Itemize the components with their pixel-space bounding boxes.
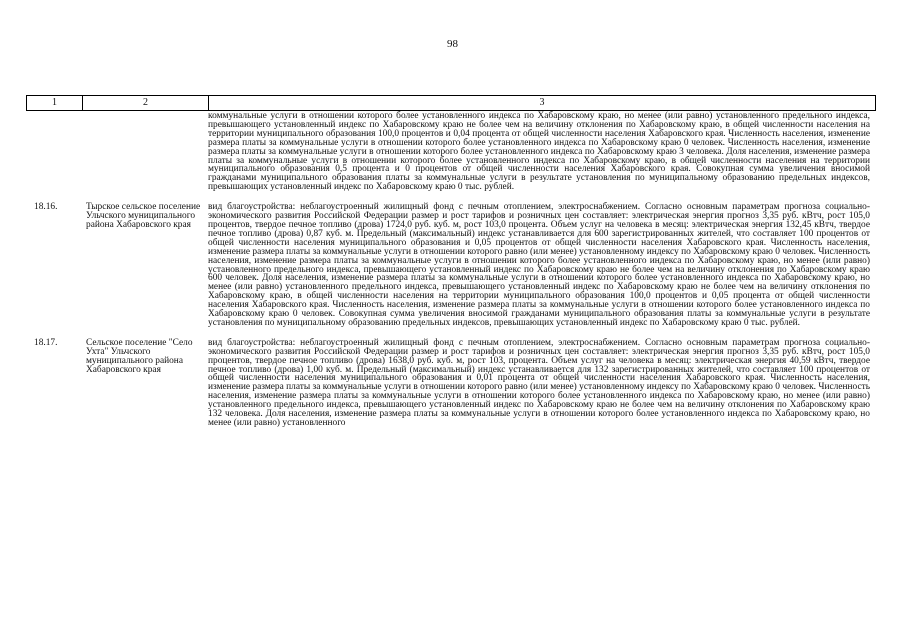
page-number: 98	[447, 38, 458, 50]
row-description: коммунальные услуги в отношении которого более установленного индекса по Хабаровскому краю, но менее (или равно) установленного предельного индекса, превышающего установленный индекс по Хабаровскому краю не более чем на величину отклонения по Хабаровскому краю, в общей численности населения на территории муниципального образования 100,0 процентов и 0,04 процента от общей численности населения Хабаровского края. Численность населения, изменение размера платы за коммунальные услуги в отношении которого более установленного индекса по Хабаровскому краю 0 человек. Численность населения, изменение размера платы за коммунальные услуги в отношении которого более установленного индекса по Хабаровскому краю 3 человека. Доля населения, изменение размера платы за коммунальные услуги в отношении которого более установленного индекса по Хабаровскому краю, в общей численности населения на территории муниципального образования 0,5 процента и 0 процентов от общей численности населения Хабаровского края. Совокупная сумма увеличения вносимой гражданами муниципального образования платы за коммунальные услуги в результате установления по муниципальному образованию предельных индексов, превышающих установленный индекс по Хабаровскому краю 0 тыс. рублей.	[208, 111, 870, 193]
data-table	[26, 95, 876, 428]
header-col-3: 3	[208, 96, 876, 110]
municipality-name: Тырское сельское поселение Ульчского муниципального района Хабаровского края	[86, 202, 201, 230]
row-number: 18.17.	[34, 337, 58, 348]
table-row-18-16	[26, 203, 876, 328]
municipality-name: Сельское поселение "Село Ухта" Ульчского муниципального района Хабаровского края	[86, 337, 193, 375]
table-header	[26, 95, 876, 111]
row-number: 18.16.	[34, 202, 58, 213]
row-description: вид благоустройства: неблагоустроенный жилищный фонд с печным отоплением, электроснабжением. Согласно основным параметрам прогноза социально-экономического развития Российской Федерации размер и рост тарифов и розничных цен составляет: электрическая энергия прогноз 3,35 руб. кВтч, рост 105,0 процентов, твердое печное топливо (дрова) 1638,0 руб. куб. м, рост 103, процента. Объем услуг на человека в месяц: электрическая энергия 40,59 кВтч, твердое печное топливо (дрова) 1,00 куб. м. Предельный (максимальный) индекс устанавливается для 132 зарегистрированных жителей, что составляет 100 процентов от общей численности населения муниципального образования и 0,01 процента от общей численности населения Хабаровского края. Численность населения, изменение размера платы за коммунальные услуги в отношении которого равно (или менее) установленному индексу по Хабаровскому краю 0 человек. Численность населения, изменение размера платы за коммунальные услуги в отношении которого более установленного индекса по Хабаровскому краю, но менее (или равно) установленного предельного индекса, превышающего установленный индекс по Хабаровскому краю не более чем на величину отклонения по Хабаровскому краю 132 человека. Доля населения, изменение размера платы за коммунальные услуги в отношении которого более установленного индекса по Хабаровскому краю, но менее (или равно) установленного	[208, 337, 870, 428]
table-row-continuation	[26, 111, 876, 192]
header-col-2: 2	[82, 96, 208, 110]
header-col-1: 1	[26, 96, 82, 110]
table-row-18-17	[26, 339, 876, 428]
row-description: вид благоустройства: неблагоустроенный жилищный фонд с печным отоплением, электроснабжением. Согласно основным параметрам прогноза социально-экономического развития Российской Федерации размер и рост тарифов и розничных цен составляет: электрическая энергия прогноз 3,35 руб. кВтч, рост 105,0 процентов, твердое печное топливо (дрова) 1724,0 руб. куб. м, рост 103,0 процента. Объем услуг на человека в месяц: электрическая энергия 132,45 кВтч, твердое печное топливо (дрова) 0,87 куб. м. Предельный (максимальный) индекс устанавливается для 600 зарегистрированных жителей, что составляет 100 процентов от общей численности населения муниципального образования и 0,05 процентов от общей численности населения Хабаровского края. Численность населения, изменение размера платы за коммунальные услуги в отношении которого равно (или менее) установленному индексу по Хабаровскому краю 0 человек. Численность населения, изменение размера платы за коммунальные услуги в отношении которого более установленного индекса по Хабаровскому краю, но менее (или равно) установленного предельного индекса, превышающего установленный индекс по Хабаровскому краю не более чем на величину отклонения по Хабаровскому краю 600 человек. Доля населения, изменение размера платы за коммунальные услуги в отношении которого более установленного индекса по Хабаровскому краю, но менее (или равно) установленного предельного индекса, превышающего установленный индекс по Хабаровскому краю не более чем на величину отклонения по Хабаровскому краю, в общей численности населения на территории муниципального образования 100,0 процентов и 0,05 процента от общей численности населения Хабаровского края. Численность населения, изменение размера платы за коммунальные услуги в отношении которого более установленного индекса по Хабаровскому краю 0 человек. Совокупная сумма увеличения вносимой гражданами муниципального образования платы за коммунальные услуги в результате установления по муниципальному образованию предельных индексов, превышающих установленный индекс по Хабаровскому краю 0 тыс. рублей.	[208, 202, 870, 328]
